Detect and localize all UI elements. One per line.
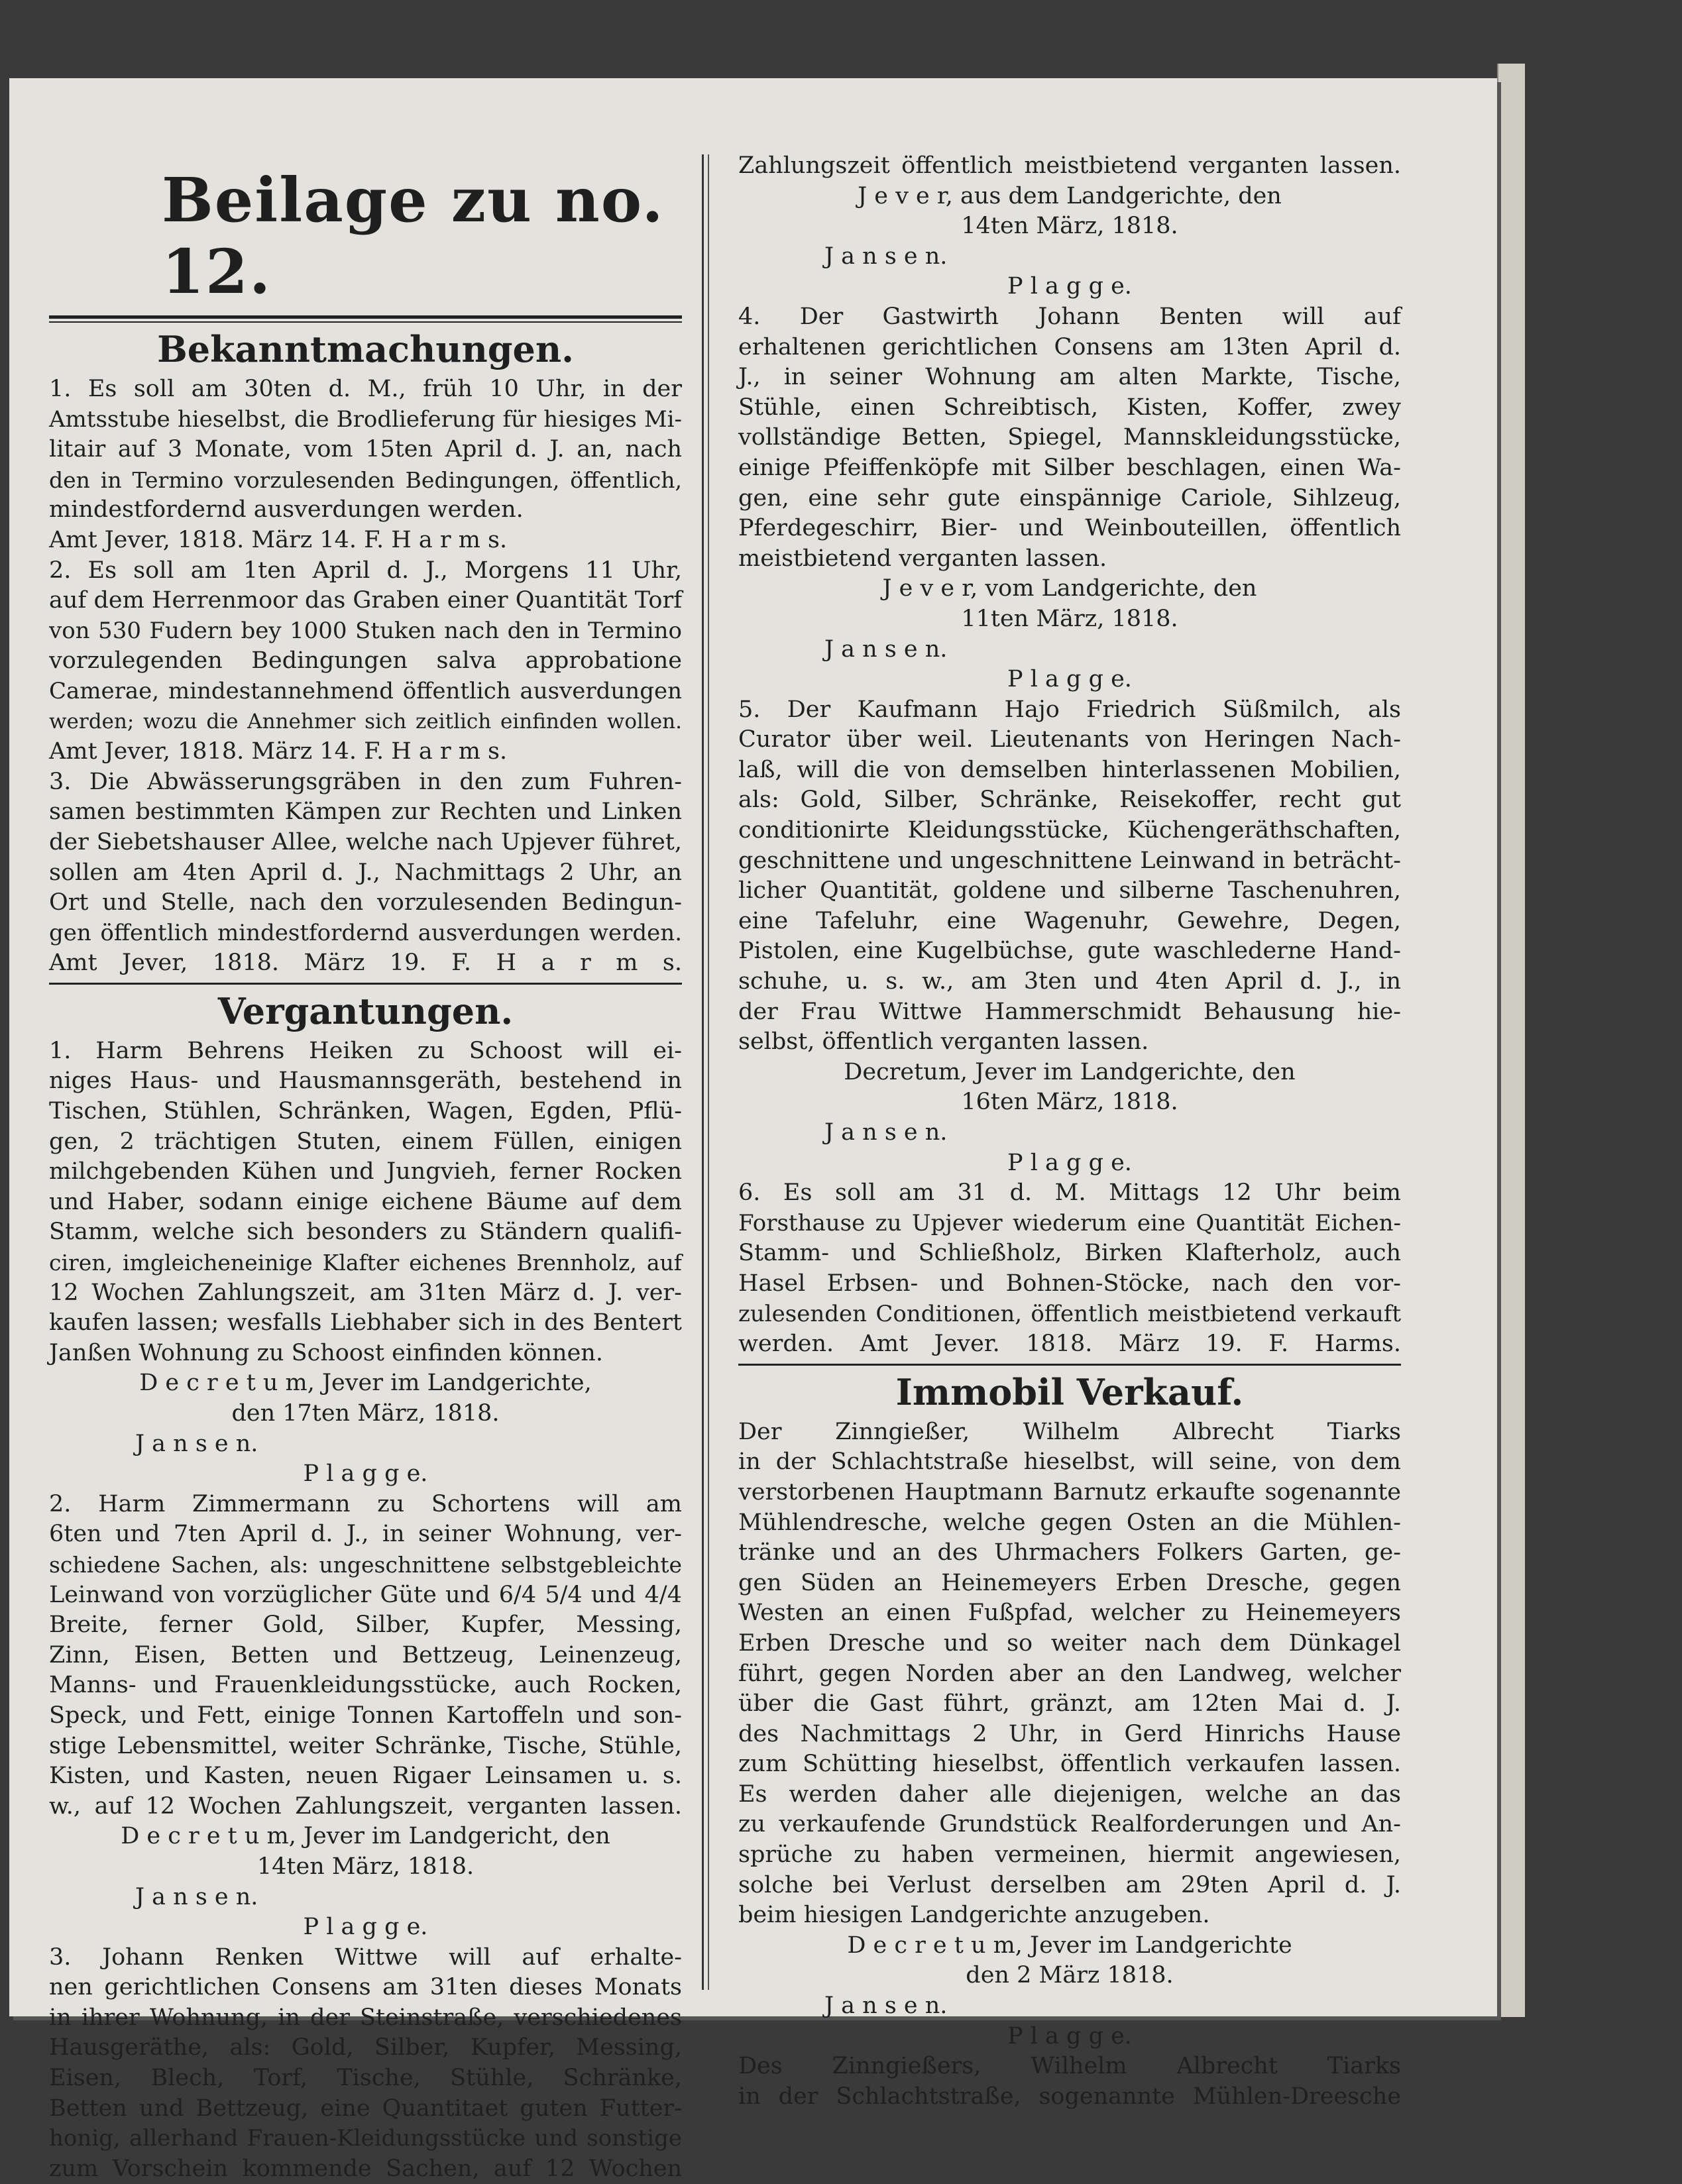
- text-line: 4. Der Gastwirth Johann Benten will auf: [738, 303, 1401, 330]
- jansen-signature: J a n s e n.: [824, 243, 948, 270]
- text-line: Manns- und Frauenkleidungsstücke, auch Rocken,: [49, 1672, 682, 1699]
- text-line: Kisten, und Kasten, neuen Rigaer Leinsamen u. s.: [49, 1763, 682, 1790]
- text-line: Amtsstube hieselbst, die Brodlieferung für hiesiges Mi-: [49, 406, 682, 433]
- notice-v3-continued: [738, 151, 1401, 302]
- text-line: gen, 2 trächtigen Stuten, einem Füllen, einigen: [49, 1128, 682, 1155]
- section-title-immobil-verkauf: Immobil Verkauf.: [895, 1370, 1244, 1413]
- text-line: 1. Harm Behrens Heiken zu Schoost will ei-: [49, 1037, 682, 1064]
- text-line: und Haber, sodann einige eichene Bäume auf dem: [49, 1188, 682, 1215]
- text-line: Der Zinngießer, Wilhelm Albrecht Tiarks: [738, 1418, 1401, 1445]
- text-line: zulesenden Conditionen, öffentlich meistbietend verkauft: [738, 1300, 1401, 1327]
- decretum-line: D e c r e t u m, Jever im Landgericht, den: [121, 1823, 610, 1850]
- text-line: der Frau Wittwe Hammerschmidt Behausung hie-: [738, 998, 1401, 1025]
- text-line: werden. Amt Jever. 1818. März 19. F. Harms.: [738, 1331, 1401, 1358]
- plagge-signature: P l a g g e.: [1007, 273, 1132, 300]
- section-rule: [49, 983, 682, 985]
- notice-immobil-2: [738, 2051, 1401, 2112]
- text-line: 6. Es soll am 31 d. M. Mittags 12 Uhr beim: [738, 1179, 1401, 1207]
- text-line: w., auf 12 Wochen Zahlungszeit, verganten lassen.: [49, 1792, 682, 1820]
- text-line: niges Haus- und Hausmannsgeräth, bestehend in: [49, 1067, 682, 1095]
- text-line: der Siebetshauser Allee, welche nach Upjever führet,: [49, 828, 682, 855]
- text-line: Pistolen, eine Kugelbüchse, gute waschlederne Hand-: [738, 938, 1401, 965]
- text-line: 12 Wochen Zahlungszeit, am 31ten März d. J. ver-: [49, 1279, 682, 1306]
- text-line: Eisen, Blech, Torf, Tische, Stühle, Schränke,: [49, 2065, 682, 2092]
- text-line: schiedene Sachen, als: ungeschnittene selbstgebleichte: [49, 1551, 682, 1578]
- jansen-signature: J a n s e n.: [135, 1883, 258, 1910]
- notice-v3: [49, 1943, 682, 2184]
- text-line: eine Tafeluhr, eine Wagenuhr, Gewehre, Degen,: [738, 907, 1401, 934]
- text-line: einige Pfeiffenköpfe mit Silber beschlagen, einen Wa-: [738, 454, 1401, 481]
- plagge-signature: P l a g g e.: [1007, 2022, 1132, 2049]
- text-line: nen gerichtlichen Consens am 31ten dieses Monats: [49, 1974, 682, 2001]
- text-line: vorzulegenden Bedingungen salva approbatione: [49, 647, 682, 675]
- decretum-line: D e c r e t u m, Jever im Landgerichte,: [139, 1370, 592, 1397]
- decretum-line: D e c r e t u m, Jever im Landgerichte: [847, 1932, 1292, 1959]
- text-line: conditionirte Kleidungsstücke, Küchengeräthschaften,: [738, 817, 1401, 844]
- date-line: 14ten März, 1818.: [256, 1853, 475, 1880]
- text-line: laß, will die von demselben hinterlassenen Mobilien,: [738, 756, 1401, 783]
- text-line: zum Schütting hieselbst, öffentlich verkaufen lassen.: [738, 1751, 1401, 1778]
- decretum-line: Decretum, Jever im Landgerichte, den: [844, 1058, 1296, 1085]
- text-line: Tischen, Stühlen, Schränken, Wagen, Egden, Pflü-: [49, 1098, 682, 1125]
- jansen-signature: J a n s e n.: [824, 635, 948, 663]
- decretum-line: J e v e r, aus dem Landgerichte, den: [858, 182, 1282, 209]
- signature-line: Amt Jever, 1818. März 19. F. H a r m s.: [49, 950, 682, 977]
- text-line: Hasel Erbsen- und Bohnen-Stöcke, nach den vor-: [738, 1270, 1401, 1297]
- text-line: mindestfordernd ausverdungen werden.: [49, 496, 524, 523]
- text-line: auf dem Herrenmoor das Graben einer Quantität Torf: [49, 587, 683, 614]
- text-line: in der Schlachtstraße hieselbst, will seine, von dem: [738, 1448, 1401, 1476]
- page-edge: [1497, 64, 1525, 2017]
- text-line: Stamm- und Schließholz, Birken Klafterholz, auch: [738, 1240, 1401, 1267]
- text-line: litair auf 3 Monate, vom 15ten April d. J. an, nach: [49, 436, 682, 463]
- text-line: kaufen lassen; wesfalls Liebhaber sich in des Bentert: [49, 1309, 682, 1337]
- text-line: samen bestimmten Kämpen zur Rechten und Linken: [49, 798, 682, 826]
- text-line: Hausgeräthe, als: Gold, Silber, Kupfer, Messing,: [49, 2034, 682, 2061]
- text-line: führt, gegen Norden aber an den Landweg, welcher: [738, 1660, 1401, 1687]
- notice-b3: [49, 767, 682, 979]
- text-line: 6ten und 7ten April d. J., in seiner Wohnung, ver-: [49, 1521, 682, 1548]
- text-line: sollen am 4ten April d. J., Nachmittags 2 Uhr, an: [49, 859, 682, 886]
- plagge-signature: P l a g g e.: [303, 1460, 428, 1488]
- date-line: 11ten März, 1818.: [961, 605, 1178, 632]
- signature-line: Amt Jever, 1818. März 14. F. H a r m s.: [49, 526, 508, 553]
- text-line: Mühlendresche, welche gegen Osten an die Mühlen-: [738, 1509, 1401, 1536]
- text-line: 2. Es soll am 1ten April d. J., Morgens 11 Uhr,: [49, 557, 682, 584]
- text-line: Camerae, mindestannehmend öffentlich ausverdungen: [49, 677, 682, 704]
- notice-b1: [49, 374, 682, 556]
- text-line: verstorbenen Hauptmann Barnutz erkaufte sogenannte: [738, 1478, 1401, 1505]
- date-line: 14ten März, 1818.: [961, 213, 1178, 240]
- text-line: Stamm, welche sich besonders zu Ständern qualifi-: [49, 1219, 682, 1246]
- text-line: 3. Johann Renken Wittwe will auf erhalte-: [49, 1943, 682, 1971]
- text-line: ciren, imgleicheneinige Klafter eichenes Brennholz, auf: [49, 1250, 682, 1276]
- newspaper-page: [9, 78, 1497, 2182]
- notice-v6: [738, 1178, 1401, 1360]
- text-line: licher Quantität, goldene und silberne Taschenuhren,: [738, 877, 1401, 904]
- left-column: [49, 151, 682, 2184]
- title-rule: [49, 315, 682, 323]
- date-line: den 17ten März, 1818.: [231, 1400, 500, 1427]
- decretum-line: J e v e r, vom Landgerichte, den: [882, 575, 1257, 602]
- right-column: [738, 151, 1401, 2112]
- jansen-signature: J a n s e n.: [824, 1993, 948, 2020]
- text-line: Janßen Wohnung zu Schoost einfinden können.: [49, 1339, 603, 1366]
- text-line: zu verkaufende Grundstück Realforderungen und An-: [738, 1811, 1401, 1838]
- text-line: tränke und an des Uhrmachers Folkers Garten, ge-: [738, 1539, 1401, 1566]
- notice-b2: [49, 556, 682, 767]
- text-line: Es werden daher alle diejenigen, welche an das: [738, 1780, 1401, 1808]
- text-line: Zinn, Eisen, Betten und Bettzeug, Leinenzeug,: [49, 1641, 682, 1668]
- text-line: über die Gast führt, gränzt, am 12ten Mai d. J.: [738, 1690, 1401, 1718]
- text-line: 2. Harm Zimmermann zu Schortens will am: [49, 1490, 682, 1517]
- text-line: Breite, ferner Gold, Silber, Kupfer, Messing,: [49, 1611, 682, 1639]
- text-line: selbst, öffentlich verganten lassen.: [738, 1028, 1149, 1056]
- column-divider: [702, 154, 709, 1990]
- text-line: meistbietend verganten lassen.: [738, 545, 1107, 572]
- text-line: gen Süden an Heinemeyers Erben Dresche, gegen: [738, 1569, 1401, 1596]
- text-line: 3. Die Abwässerungsgräben in den zum Fuhren-: [49, 768, 682, 795]
- text-line: Stühle, einen Schreibtisch, Kisten, Koffer, zwey: [738, 394, 1401, 421]
- text-line: Forsthause zu Upjever wiederum eine Quantität Eichen-: [738, 1209, 1401, 1236]
- text-line: gen öffentlich mindestfordernd ausverdungen werden.: [49, 919, 682, 946]
- text-line: solche bei Verlust derselben am 29ten April d. J.: [738, 1871, 1401, 1898]
- plagge-signature: P l a g g e.: [303, 1914, 428, 1941]
- notice-v1: [49, 1036, 682, 1490]
- signature-line: Amt Jever, 1818. März 14. F. H a r m s.: [49, 738, 508, 765]
- notice-v2: [49, 1490, 682, 1943]
- text-line: des Nachmittags 2 Uhr, in Gerd Hinrichs Hause: [738, 1720, 1401, 1747]
- text-line: milchgebenden Kühen und Jungvieh, ferner Rocken: [49, 1158, 682, 1185]
- text-line: honig, allerhand Frauen-Kleidungsstücke und sonstige: [49, 2125, 682, 2152]
- text-line: als: Gold, Silber, Schränke, Reisekoffer, recht gut: [738, 787, 1401, 814]
- text-line: Des Zinngießers, Wilhelm Albrecht Tiarks: [738, 2053, 1401, 2080]
- section-title-vergantungen: Vergantungen.: [217, 989, 514, 1032]
- text-line: Erben Dresche und so weiter nach dem Dünkagel: [738, 1629, 1401, 1657]
- jansen-signature: J a n s e n.: [824, 1119, 948, 1146]
- plagge-signature: P l a g g e.: [1007, 666, 1132, 693]
- text-line: Westen an einen Fußpfad, welcher zu Heinemeyers: [738, 1600, 1401, 1627]
- text-line: schuhe, u. s. w., am 3ten und 4ten April d. J., in: [738, 968, 1401, 995]
- jansen-signature: J a n s e n.: [135, 1430, 258, 1457]
- date-line: den 2 März 1818.: [966, 1962, 1174, 1989]
- text-line: von 530 Fudern bey 1000 Stuken nach den in Termino: [49, 617, 682, 644]
- text-line: in ihrer Wohnung, in der Steinstraße, verschiedenes: [49, 2004, 682, 2031]
- text-line: Curator über weil. Lieutenants von Heringen Nach-: [738, 726, 1401, 753]
- date-line: 16ten März, 1818.: [961, 1089, 1178, 1116]
- text-line: Leinwand von vorzüglicher Güte und 6/4 5/4 und 4/4: [49, 1581, 682, 1608]
- notice-immobil-1: [738, 1417, 1401, 2051]
- notice-v4: [738, 302, 1401, 695]
- text-line: geschnittene und ungeschnittene Leinwand in beträcht-: [738, 847, 1401, 874]
- text-line: 1. Es soll am 30ten d. M., früh 10 Uhr, in der: [49, 376, 682, 402]
- notice-v5: [738, 695, 1401, 1179]
- text-line: beim hiesigen Landgerichte anzugeben.: [738, 1902, 1210, 1929]
- text-line: vollständige Betten, Spiegel, Mannskleidungsstücke,: [738, 424, 1401, 451]
- section-title-bekanntmachungen: Bekanntmachungen.: [157, 328, 574, 370]
- text-line: werden; wozu die Annehmer sich zeitlich einfinden wollen.: [49, 709, 682, 734]
- text-line: 5. Der Kaufmann Hajo Friedrich Süßmilch, als: [738, 696, 1401, 723]
- text-line: erhaltenen gerichtlichen Consens am 13ten April d.: [738, 333, 1401, 360]
- text-line: gen, eine sehr gute einspännige Cariole, Sihlzeug,: [738, 484, 1401, 512]
- text-line: Ort und Stelle, nach den vorzulesenden Bedingun-: [49, 889, 682, 916]
- page-title: Beilage zu no. 12.: [162, 164, 665, 307]
- text-line: Speck, und Fett, einige Tonnen Kartoffeln und son-: [49, 1702, 682, 1729]
- text-line: stige Lebensmittel, weiter Schränke, Tische, Stühle,: [49, 1732, 682, 1759]
- text-line: Betten und Bettzeug, eine Quantitaet guten Futter-: [49, 2095, 682, 2122]
- text-line: sprüche zu haben vermeinen, hiermit angewiesen,: [738, 1841, 1401, 1869]
- text-line: zum Vorschein kommende Sachen, auf 12 Wochen: [49, 2155, 682, 2182]
- text-line: den in Termino vorzulesenden Bedingungen, öffentlich,: [49, 466, 682, 493]
- text-line: Pferdegeschirr, Bier- und Weinbouteillen, öffentlich: [738, 515, 1401, 542]
- plagge-signature: P l a g g e.: [1007, 1149, 1132, 1176]
- section-rule: [738, 1364, 1401, 1366]
- text-line: Zahlungszeit öffentlich meistbietend verganten lassen.: [738, 152, 1401, 179]
- text-line: in der Schlachtstraße, sogenannte Mühlen-Dreesche: [738, 2083, 1401, 2110]
- text-line: J., in seiner Wohnung am alten Markte, Tische,: [738, 364, 1401, 391]
